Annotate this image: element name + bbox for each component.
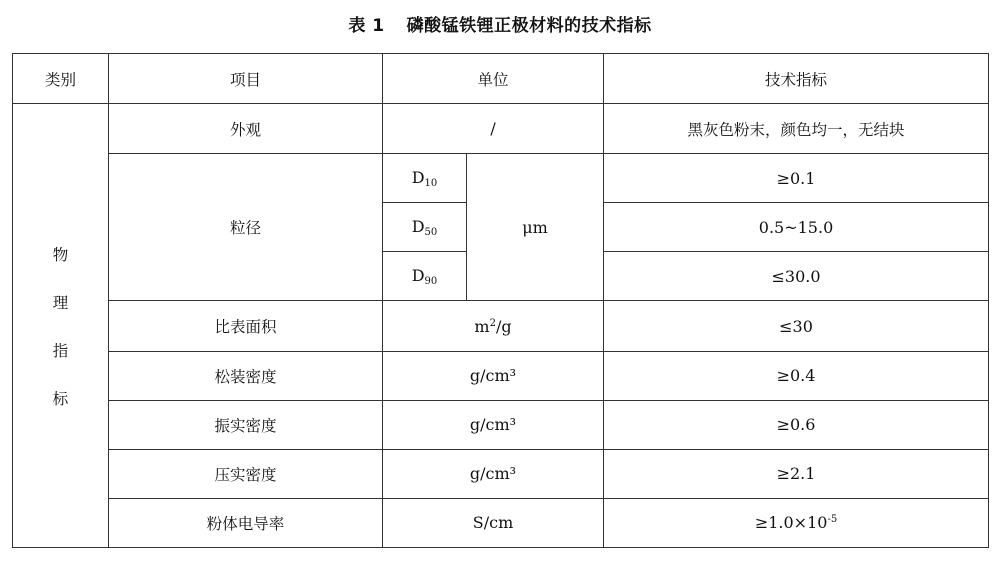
header-row xyxy=(13,54,989,104)
row-d10 xyxy=(13,154,989,203)
category-char: 标 xyxy=(52,389,69,408)
label-d50: $D_{50}$ xyxy=(383,203,467,252)
row-conductivity xyxy=(13,498,989,547)
row-bulk-density xyxy=(13,351,989,400)
category-char: 物 xyxy=(52,245,69,264)
category-char: 指 xyxy=(52,341,69,360)
row-tap-density xyxy=(13,400,989,449)
row-appearance xyxy=(13,104,989,154)
header-unit: 单位 xyxy=(383,54,604,104)
category-char: 理 xyxy=(52,293,69,312)
item-appearance: 外观 xyxy=(109,104,383,154)
table-caption: 磷酸锰铁锂正极材料的技术指标 xyxy=(406,16,652,36)
category-cell xyxy=(13,104,109,548)
spec-compacted-density: ≥2.1 xyxy=(604,449,989,498)
table-title xyxy=(0,11,1000,36)
spec-d50: 0.5~15.0 xyxy=(604,203,989,252)
item-bulk-density: 松装密度 xyxy=(109,351,383,400)
item-tap-density: 振实密度 xyxy=(109,400,383,449)
unit-surface-area: $m^2/g$ xyxy=(383,301,604,351)
spec-conductivity: $\ge 1.0\times 10^{-5}$ xyxy=(604,498,989,547)
unit-compacted-density: g/cm³ xyxy=(383,449,604,498)
unit-particle-size: μm xyxy=(467,154,604,301)
spec-bulk-density: ≥0.4 xyxy=(604,351,989,400)
row-compacted-density xyxy=(13,449,989,498)
item-conductivity: 粉体电导率 xyxy=(109,498,383,547)
spec-surface-area: ≤30 xyxy=(604,301,989,351)
item-particle-size: 粒径 xyxy=(109,154,383,301)
item-compacted-density: 压实密度 xyxy=(109,449,383,498)
item-surface-area: 比表面积 xyxy=(109,301,383,351)
header-spec: 技术指标 xyxy=(604,54,989,104)
row-surface-area xyxy=(13,301,989,351)
header-item: 项目 xyxy=(109,54,383,104)
spec-appearance: 黑灰色粉末，颜色均一，无结块 xyxy=(604,104,989,154)
unit-appearance: / xyxy=(383,104,604,154)
label-d10: $D_{10}$ xyxy=(383,154,467,203)
spec-table xyxy=(12,53,989,548)
unit-bulk-density: g/cm³ xyxy=(383,351,604,400)
unit-tap-density: g/cm³ xyxy=(383,400,604,449)
table-number: 表 1 xyxy=(348,16,385,36)
label-d90: $D_{90}$ xyxy=(383,252,467,301)
header-category: 类别 xyxy=(13,54,109,104)
spec-d90: ≤30.0 xyxy=(604,252,989,301)
spec-tap-density: ≥0.6 xyxy=(604,400,989,449)
spec-d10: ≥0.1 xyxy=(604,154,989,203)
unit-conductivity: S/cm xyxy=(383,498,604,547)
